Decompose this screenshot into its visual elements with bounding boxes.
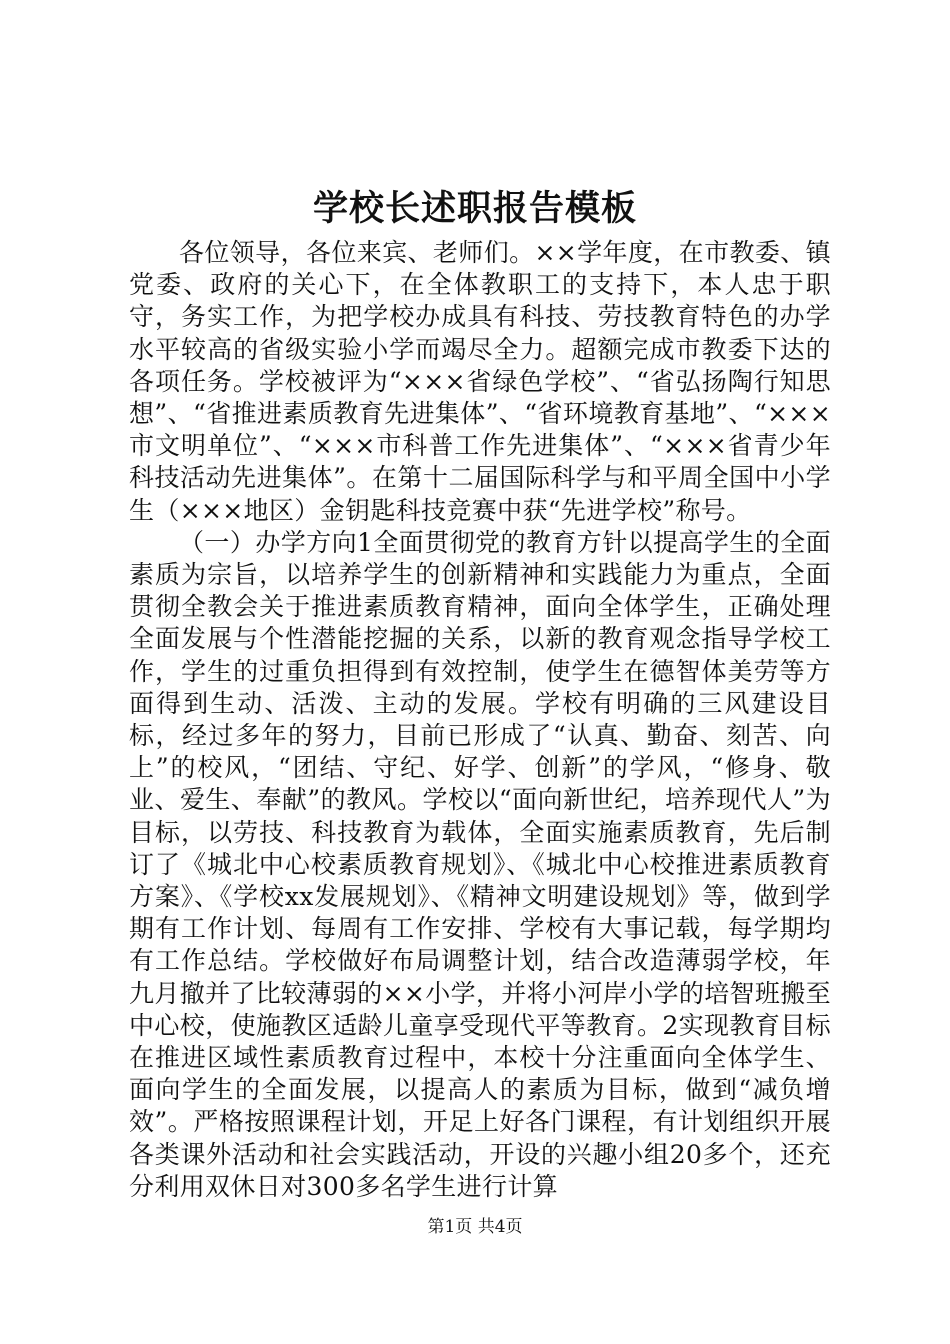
paragraph-intro: 各位领导，各位来宾、老师们。××学年度，在市教委、镇党委、政府的关心下，在全体教职工的支持下，本人忠于职守，务实工作，为把学校办成具有科技、劳技教育特色的办学水平较高的省级实验小学而竭尽全力。超额完成市教委下达的各项任务。学校被评为“×××省绿色学校”、“省弘扬陶行知思想”、“省推进素质教育先进集体”、“省环境教育基地”、“×××市文明单位”、“×××市科普工作先进集体”、“×××省青少年科技活动先进集体”。在第十二届国际科学与和平周全国中小学生（×××地区）金钥匙科技竞赛中获“先进学校”称号。 [129, 238, 831, 525]
document-title: 学校长述职报告模板 [312, 188, 637, 229]
paragraph-school-direction: （一）办学方向1全面贯彻党的教育方针以提高学生的全面素质为宗旨，以培养学生的创新精神和实践能力为重点，全面贯彻全教会关于推进素质教育精神，面向全体学生，正确处理全面发展与个性潜能挖掘的关系，以新的教育观念指导学校工作，学生的过重负担得到有效控制，使学生在德智体美劳等方面得到生动、活泼、主动的发展。学校有明确的三风建设目标，经过多年的努力，目前已形成了“认真、勤奋、刻苦、向上”的校风，“团结、守纪、好学、创新”的学风，“修身、敬业、爱生、奉献”的教风。学校以“面向新世纪，培养现代人”为目标，以劳技、科技教育为载体，全面实施素质教育，先后制订了《城北中心校素质教育规划》、《城北中心校推进素质教育方案》、《学校xx发展规划》、《精神文明建设规划》等，做到学期有工作计划、每周有工作安排、学校有大事记载，每学期均有工作总结。学校做好布局调整计划，结合改造薄弱学校，年九月撤并了比较薄弱的××小学，并将小河岸小学的培智班搬至中心校，使施教区适龄儿童享受现代平等教育。2实现教育目标在推进区域性素质教育过程中，本校十分注重面向全体学生、面向学生的全面发展，以提高人的素质为目标，做到“减负增效”。严格按照课程计划，开足上好各门课程，有计划组织开展各类课外活动和社会实践活动，开设的兴趣小组20多个，还充分利用双休日对300多名学生进行计算 [129, 527, 831, 1201]
page-footer: 第1页 共4页 [427, 1217, 523, 1237]
document-body [129, 237, 831, 1203]
